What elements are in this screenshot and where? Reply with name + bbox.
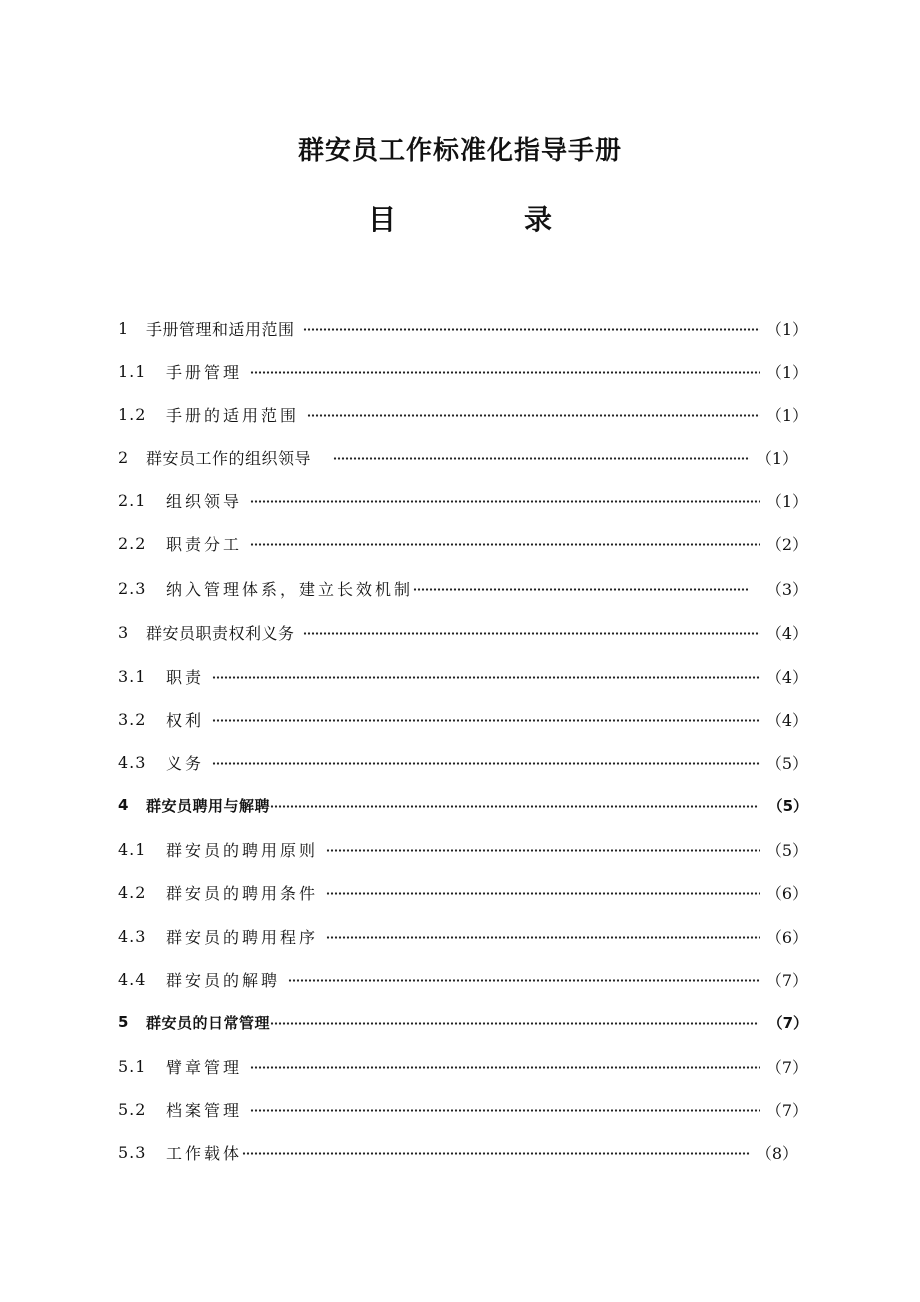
toc-entry (118, 1138, 798, 1166)
toc-entry (118, 705, 808, 733)
toc-entry-number: 4.2 (118, 882, 147, 902)
toc-entry-text: 权利 (166, 710, 205, 730)
toc-entry (118, 1095, 808, 1123)
toc-leader-dots (250, 1066, 760, 1069)
toc-entry-number: 5.2 (118, 1099, 147, 1119)
toc-entry-text: 臂章管理 (166, 1057, 243, 1077)
toc-leader-dots (288, 979, 760, 982)
toc-entry-page: （6） (765, 883, 808, 903)
toc-entry-number: 4.4 (118, 969, 147, 989)
toc-leader-dots (326, 892, 760, 895)
toc-entry-text: 职责分工 (166, 534, 243, 554)
toc-leader-dots (250, 371, 760, 374)
toc-entry-text: 工作载体 (166, 1143, 243, 1163)
toc-leader-dots (333, 457, 750, 460)
toc-entry-number: 1.1 (118, 361, 147, 381)
toc-entry-number: 4 (118, 796, 130, 814)
toc-entry-page: （1） (765, 362, 808, 382)
toc-entry (118, 878, 808, 906)
toc-leader-dots (250, 543, 760, 546)
toc-entry-number: 3.2 (118, 709, 147, 729)
toc-entry (118, 486, 808, 514)
toc-entry-text: 群安员聘用与解聘 (146, 796, 271, 815)
toc-entry-text: 手册的适用范围 (166, 405, 300, 425)
document-title: 群安员工作标准化指导手册 (297, 136, 622, 166)
toc-entry-number: 5.3 (118, 1142, 147, 1162)
toc-entry-page: （7） (765, 970, 808, 990)
toc-entry-text: 手册管理和适用范围 (146, 319, 295, 339)
toc-entry-text: 群安员的日常管理 (146, 1013, 271, 1032)
toc-entry-text: 群安员的聘用条件 (166, 883, 319, 903)
toc-leader-dots (270, 805, 758, 808)
toc-entry-page: （4） (765, 710, 808, 730)
toc-entry-page: （5） (765, 753, 808, 773)
toc-entry-number: 1 (118, 318, 130, 338)
toc-entry-number: 5.1 (118, 1056, 147, 1076)
toc-entry (118, 357, 808, 385)
toc-entry-text: 群安员的解聘 (166, 970, 281, 990)
toc-entry (118, 662, 808, 690)
toc-entry-page: （1） (765, 491, 808, 511)
toc-entry-page: （5） (765, 840, 808, 860)
toc-entry-number: 2.1 (118, 490, 147, 510)
toc-entry-number: 3 (118, 622, 130, 642)
toc-leader-dots (250, 1109, 760, 1112)
toc-leader-dots (307, 414, 760, 417)
toc-leader-dots (413, 588, 748, 591)
toc-entry-text: 档案管理 (166, 1100, 243, 1120)
toc-entry-page: （4） (765, 623, 808, 643)
toc-entry (118, 400, 808, 428)
toc-entry-page: （1） (765, 319, 808, 339)
toc-entry-number: 1.2 (118, 404, 147, 424)
toc-entry-page: （5） (767, 796, 808, 815)
toc-entry-text: 职责 (166, 667, 205, 687)
toc-leader-dots (212, 762, 760, 765)
toc-entry (118, 314, 808, 342)
toc-leader-dots (242, 1152, 750, 1155)
toc-entry-page: （4） (765, 667, 808, 687)
toc-entry-number: 2.2 (118, 533, 147, 553)
toc-entry-page: （2） (765, 534, 808, 554)
toc-entry (118, 791, 808, 819)
toc-entry-text: 群安员的聘用原则 (166, 840, 319, 860)
toc-entry-page: （8） (755, 1143, 798, 1163)
toc-heading-left: 目 (367, 203, 396, 236)
toc-leader-dots (303, 632, 760, 635)
toc-entry-text: 群安员的聘用程序 (166, 927, 319, 947)
toc-entry-text: 义务 (166, 753, 205, 773)
toc-entry-page: （3） (765, 579, 808, 599)
toc-entry-text: 群安员工作的组织领导 (146, 448, 312, 468)
toc-entry (118, 748, 808, 776)
toc-entry (118, 835, 808, 863)
toc-heading (0, 198, 920, 238)
toc-heading-right: 录 (524, 203, 553, 236)
toc-entry-page: （6） (765, 927, 808, 947)
toc-entry-page: （1） (755, 448, 798, 468)
toc-entry-number: 4.1 (118, 839, 147, 859)
toc-entry-text: 纳入管理体系，建立长效机制 (166, 579, 414, 599)
toc-leader-dots (250, 500, 760, 503)
toc-entry-number: 4.3 (118, 926, 147, 946)
toc-entry-number: 5 (118, 1013, 130, 1031)
toc-entry (118, 574, 808, 602)
toc-entry (118, 1008, 808, 1036)
toc-entry-number: 4.3 (118, 752, 147, 772)
toc-entry (118, 965, 808, 993)
toc-leader-dots (303, 328, 760, 331)
toc-entry-page: （1） (765, 405, 808, 425)
toc-leader-dots (212, 676, 760, 679)
toc-entry-page: （7） (767, 1013, 808, 1032)
toc-entry-number: 2 (118, 447, 130, 467)
toc-entry (118, 618, 808, 646)
toc-entry-text: 组织领导 (166, 491, 243, 511)
toc-leader-dots (326, 936, 760, 939)
toc-entry (118, 922, 808, 950)
toc-entry-page: （7） (765, 1100, 808, 1120)
toc-leader-dots (212, 719, 760, 722)
toc-leader-dots (326, 849, 760, 852)
toc-entry-text: 群安员职责权利义务 (146, 623, 295, 643)
toc-entry (118, 529, 808, 557)
toc-leader-dots (270, 1022, 758, 1025)
toc-entry-number: 2.3 (118, 578, 147, 598)
toc-entry-number: 3.1 (118, 666, 147, 686)
toc-entry-text: 手册管理 (166, 362, 243, 382)
toc-entry-page: （7） (765, 1057, 808, 1077)
toc-entry (118, 1052, 808, 1080)
toc-entry (118, 443, 798, 471)
